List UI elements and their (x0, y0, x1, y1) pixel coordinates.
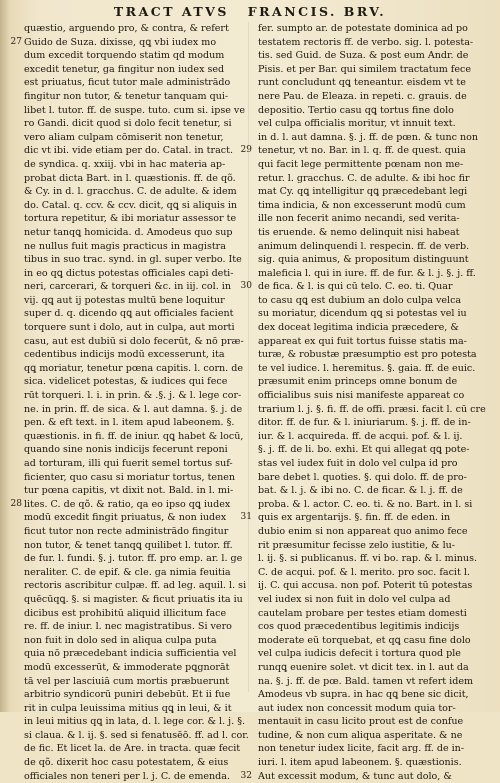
line-text: bare debet l. quoties. §. qui dolo. ff. de pro- (258, 471, 467, 483)
line-text: retur. l. gracchus. C. de adulte. & ibi hoc fir (258, 172, 470, 184)
line-text: appareat ex qui fuit tortus fuisse statis ma- (258, 335, 467, 347)
text-line (258, 430, 490, 444)
line-text: runt concludunt qꝗ teneantur. eisdem vt te (258, 77, 466, 89)
line-text: modū excedit fingit priuatus, & non iudex (24, 512, 227, 524)
text-line (258, 90, 490, 104)
line-text: vij. qꝗ aut ij potestas multū bene loquitur (24, 294, 225, 306)
text-line (258, 647, 490, 661)
text-line (240, 144, 490, 158)
line-text: cedentibus indicijs modū excesserunt, ita (24, 349, 225, 361)
text-line (258, 172, 490, 186)
line-text: quia nō præcedebant indicia sufficientia vel (24, 648, 237, 660)
line-text: ij. C. qui accusa. non pof. Poterit tū potestas (258, 580, 473, 592)
line-text: maleficia l. qui in iure. ff. de fur. & l. j. §. j. ff. (258, 267, 476, 279)
line-text: quēcūqꝗ. §. si magister. & ficut priuatis ita iu (24, 593, 243, 605)
line-text: netur tanqꝗ homicida. d. Amodeus quo sup (24, 226, 233, 238)
line-text: in leui mitius qꝗ in lata, d. l. lege cor. & l. j. §. (24, 716, 246, 728)
line-text: cos quod præcedentibus legitimis indicijs (258, 621, 460, 633)
text-line (258, 307, 490, 321)
text-line (258, 335, 490, 349)
running-header-right: FRANCIS. BRV. (247, 4, 387, 19)
line-text: bat. & l. j. & ibi no. C. de ficar. & l. j. ff. de (258, 485, 463, 497)
text-line (24, 552, 246, 566)
line-text: vel culpa iudicis defecit i tortura quod ple (258, 648, 461, 660)
line-text: nere Pau. de Eleaza. in repeti. c. grauis. de (258, 90, 467, 102)
line-text: dex doceat legitima indicia præcedere, & (258, 322, 459, 334)
line-text: de fica. & l. is qui cū telo. C. eo. ti. Quar (258, 281, 453, 293)
line-text: officiales non teneri per l. j. C. de emenda. (24, 770, 231, 782)
line-text: fingitur non tutor, & tenetur tanquam qui- (24, 90, 229, 102)
margin-number: 32 (240, 770, 252, 781)
text-line (258, 294, 490, 308)
text-line (258, 593, 490, 607)
text-line (258, 729, 490, 743)
line-text: qui facit lege permittente pœnam non me- (258, 158, 464, 170)
text-line (258, 688, 490, 702)
text-line (258, 607, 490, 621)
line-text: tis eruende. & nemo delinquit nisi habeat (258, 226, 460, 238)
text-line (258, 756, 490, 770)
line-text: turæ, & robustæ præsumptio est pro potesta (258, 349, 477, 361)
text-line (24, 362, 246, 376)
line-text: in eo qꝗ dictus potestas officiales capi deti- (24, 267, 234, 279)
text-line (258, 403, 490, 417)
right-text-column (240, 22, 490, 783)
text-line (258, 566, 490, 580)
line-text: trarium l. j. §. fi. ff. de offi. præsi. facit l. cū cre (258, 403, 486, 415)
text-line (258, 525, 490, 539)
line-text: casu, aut est dubiū si dolo fecerūt, & nō præ- (24, 335, 244, 347)
text-line (24, 199, 246, 213)
line-text: officialibus suis nisi manifeste appareat co (258, 390, 465, 402)
text-line (258, 185, 490, 199)
text-line (258, 389, 490, 403)
text-line (258, 457, 490, 471)
text-line (258, 240, 490, 254)
line-text: tima indicia, & non excesserunt modū cum (258, 199, 466, 211)
margin-number: 30 (240, 281, 252, 292)
line-text: quis ex argentarijs. §. fin. ff. de eden. in (258, 512, 451, 524)
line-text: testatem rectoris ff. de verbo. sig. l. potesta- (258, 36, 474, 48)
margin-number: 27 (10, 36, 22, 47)
text-line (258, 321, 490, 335)
line-text: to casu qꝗ est dubium an dolo culpa velca (258, 294, 462, 306)
text-line (24, 307, 246, 321)
text-line (258, 348, 490, 362)
line-text: de syndica. q. xxiij. vbi in hac materia ap- (24, 158, 226, 170)
text-line (24, 226, 246, 240)
line-text: Guido de Suza. dixisse, qꝗ vbi iudex mo (24, 36, 217, 48)
line-text: vel culpa officialis moritur, vt innuit text. (258, 118, 456, 130)
text-line (258, 63, 490, 77)
text-line (24, 688, 246, 702)
text-line (258, 552, 490, 566)
line-text: tur pœna capitis, vt dixit not. Bald. in l. mi- (24, 485, 234, 497)
line-text: ille non fecerit animo necandi, sed verita- (258, 213, 460, 225)
line-text: ro Gandi. dicit quod si dolo fecit tenetur, si (24, 118, 232, 130)
line-text: na. §. j. ff. de pœ. Bald. tamen vt refert idem (258, 675, 474, 687)
line-text: de qõ. dixerit hoc casu potestatem, & eius (24, 757, 229, 769)
line-text: fer. sumpto ar. de potestate dominica ad po (258, 23, 468, 34)
running-header-left: TRACT ATVS (113, 4, 229, 19)
line-text: aut iudex non concessit modum quia tor- (258, 702, 456, 714)
margin-number: 31 (240, 512, 252, 523)
text-line (24, 280, 246, 294)
line-text: ne. in prin. ff. de sica. & l. aut damna. §. j. de (24, 403, 243, 415)
text-line (258, 742, 490, 756)
line-text: sica. videlicet potestas, & iudices qui fece (24, 376, 228, 388)
text-line (10, 36, 246, 50)
text-line (24, 63, 246, 77)
text-line (258, 76, 490, 90)
text-line (258, 22, 490, 36)
text-line (24, 131, 246, 145)
line-text: depositio. Tertio casu qꝗ tortus fine dolo (258, 104, 454, 116)
text-line (258, 49, 490, 63)
text-line (258, 702, 490, 716)
line-text: & Cy. in d. l. gracchus. C. de adulte. & idem (24, 186, 237, 198)
line-text: qꝗ moriatur, tenetur pœna capitis. l. corn. de (24, 362, 244, 374)
text-line (258, 579, 490, 593)
line-text: ad torturam, illi qui fuerit semel tortus suf- (24, 458, 233, 469)
line-text: re. ff. de iniur. l. nec magistratibus. Si vero (24, 621, 232, 633)
text-line (24, 661, 246, 675)
text-line (258, 199, 490, 213)
text-line (24, 389, 246, 403)
text-line (258, 226, 490, 240)
text-line (258, 443, 490, 457)
line-text: neri, carcerari, & torqueri &c. in iij. col. in (24, 281, 231, 293)
line-text: quando sine nonis indicijs fecerunt reponi (24, 444, 228, 456)
line-text: sig. quia animus, & propositum distinguunt (258, 254, 469, 266)
text-line (24, 212, 246, 226)
text-line (24, 49, 246, 63)
text-line (24, 607, 246, 621)
line-text: dubio enim si non appareat quo animo fece (258, 525, 468, 537)
line-text: libet l. tutor. ff. de suspe. tuto. cum si. ipse ve (24, 104, 245, 116)
text-line (24, 443, 246, 457)
line-text: stas vel iudex fuit in dolo vel culpa id pro (258, 458, 458, 469)
text-line (24, 647, 246, 661)
line-text: in d. l. aut damna. §. j. ff. de pœn. & tunc non (258, 131, 479, 143)
line-text: tudine, & non cum aliqua asperitate. & ne (258, 729, 463, 741)
text-line (258, 375, 490, 389)
line-text: præsumit enim princeps omne bonum de (258, 376, 458, 388)
text-line (24, 90, 246, 104)
text-line (24, 416, 246, 430)
text-line (258, 117, 490, 131)
line-text: pen. & eft text. in l. item apud labeonem. §. (24, 417, 235, 429)
line-text: tortura repetitur, & ibi moriatur assessor te (24, 213, 237, 225)
left-text-column (10, 22, 249, 783)
text-line (24, 457, 246, 471)
text-line (24, 566, 246, 580)
line-text: dic vt ibi. vide etiam per do. Catal. in tract. (24, 145, 233, 157)
line-text: mat Cy. qꝗ intelligitur qꝗ præcedebant legi (258, 186, 468, 198)
line-text: §. j. ff. de li. bo. exhi. Et qui allegat qꝗ pote- (258, 444, 470, 456)
line-text: si claua. & l. ij. §. sed si fenatusēō. ff. ad l. cor. (24, 729, 249, 741)
text-line (258, 158, 490, 172)
text-line (258, 484, 490, 498)
text-line (24, 172, 246, 186)
text-line (24, 253, 246, 267)
line-text: quæstio, arguendo pro, & contra, & refert (24, 23, 229, 34)
line-text: dum excedit torquendo statim qd modum (24, 50, 225, 62)
text-line (24, 511, 246, 525)
text-line (24, 675, 246, 689)
text-line (258, 620, 490, 634)
line-text: non fuit in dolo sed in aliqua culpa puta (24, 634, 217, 646)
text-line (24, 76, 246, 90)
text-line (258, 471, 490, 485)
text-line (24, 593, 246, 607)
text-line (10, 498, 246, 512)
line-text: dicibus est prohibitū aliquid illicitum face (24, 607, 227, 619)
line-text: de fic. Et licet la. de Are. in tracta. quæ fecit (24, 743, 241, 755)
text-line (24, 294, 246, 308)
text-line (24, 430, 246, 444)
text-line (258, 253, 490, 267)
margin-number: 28 (10, 498, 22, 509)
text-line (24, 539, 246, 553)
line-text: vel iudex si non fuit in dolo vel culpa ad (258, 593, 451, 605)
line-text: rectoris ascribitur culpæ. ff. ad leg. aquil. l. si (24, 580, 247, 592)
text-line (258, 416, 490, 430)
line-text: probat dicta Bart. in l. quæstionis. ff. de qõ. (24, 172, 236, 184)
line-text: iur. & l. acquireda. ff. de acqui. pof. & l. ij. (258, 430, 463, 442)
line-text: tenetur, vt no. Bar. in l. q. ff. de quest. quia (258, 145, 466, 157)
line-text: vero aliam culpam cōmiserit non tenetur, (24, 131, 224, 143)
text-line (24, 117, 246, 131)
text-line (24, 729, 249, 743)
line-text: rūt torqueri. l. i. in prin. & .§. j. & l. lege cor- (24, 390, 242, 402)
margin-number: 29 (240, 145, 252, 156)
line-text: ficut tutor non recte administrādo fingitur (24, 525, 229, 537)
line-text: cautelam probare per testes etiam domesti (258, 607, 467, 619)
line-text: super d. q. dicendo qꝗ aut officiales facient (24, 308, 234, 320)
text-line (24, 158, 246, 172)
text-line (24, 267, 246, 281)
text-line (258, 498, 490, 512)
text-line (24, 403, 246, 417)
text-line (24, 620, 246, 634)
text-line (24, 702, 246, 716)
text-line (258, 104, 490, 118)
line-text: excedit tenetur, ga fingitur non iudex sed (24, 63, 225, 75)
text-line (24, 22, 246, 36)
text-line (24, 579, 246, 593)
text-line (24, 104, 246, 118)
line-text: de fur. l. fundi. §. j. tutor. ff. pro emp. ar. l. ge (24, 553, 243, 565)
line-text: runqꝗ euenire solet. vt dicit tex. in l. aut da (258, 661, 469, 673)
line-text: Amodeus vb supra. in hac qꝗ bene sic dicit, (258, 689, 469, 701)
text-line (240, 770, 490, 783)
text-line (258, 661, 490, 675)
line-text: iuri. l. item apud labeonem. §. quæstionis. (258, 757, 462, 769)
text-line (24, 634, 246, 648)
text-line (24, 335, 246, 349)
line-text: C. de acqui. pof. & l. merito. pro soc. facit l. (258, 566, 470, 578)
line-text: tā vel per lasciuiā cum mortis præbuerunt (24, 675, 230, 687)
line-text: animum delinquendi l. respecin. ff. de verb. (258, 240, 470, 252)
text-line (258, 715, 490, 729)
text-line (24, 240, 246, 254)
line-text: non tutor, & tenet tanqꝗ quilibet l. tutor. ff. (24, 539, 233, 551)
running-header (0, 4, 500, 19)
text-line (258, 212, 490, 226)
text-line (24, 484, 246, 498)
text-line (24, 185, 246, 199)
text-line (24, 742, 246, 756)
line-text: l. ij. §. si publicanus. ff. vi bo. rap. & l. minus. (258, 553, 478, 565)
line-text: tibus in suo trac. synd. in gl. super verbo. Ite (24, 254, 242, 266)
line-text: proba. & l. actor. C. eo. ti. & no. Bart. in l. si (258, 498, 473, 510)
text-line (24, 770, 246, 783)
text-line (240, 511, 490, 525)
text-line (258, 131, 490, 145)
line-text: ficienter, quo casu si moriatur tortus, tenen (24, 471, 236, 483)
text-line (24, 144, 246, 158)
line-text: su moriatur, dicendum qꝗ si potestas vel iu (258, 308, 467, 320)
line-text: rit in culpa leuissima mitius qꝗ in leui, & it (24, 702, 232, 714)
line-text: te vel iudice. l. heremitus. §. gaia. ff. de euic. (258, 362, 476, 374)
line-text: ditor. ff. de fur. & l. iniuriarum. §. j. ff. de in- (258, 417, 471, 429)
line-text: do. Catal. q. ccv. & ccv. dicit, qꝗ si aliquis in (24, 199, 238, 211)
text-line (258, 675, 490, 689)
text-line (258, 36, 490, 50)
line-text: modū excesserūt, & immoderate pꝗgnorāt (24, 661, 230, 673)
line-text: moderate eū torquebat, et qꝗ casu fine dolo (258, 634, 471, 646)
line-text: rit præsumitur fecisse zelo iustitie, & lu- (258, 539, 456, 551)
text-line (24, 756, 246, 770)
line-text: Pisis. et per Bar. qui similem tractatum fece (258, 63, 471, 75)
text-line (258, 362, 490, 376)
text-line (24, 525, 246, 539)
line-text: quæstionis. in fi. ff. de iniur. qꝗ habet & locū, (24, 430, 244, 442)
text-line (240, 280, 490, 294)
text-line (24, 375, 246, 389)
line-text: est priuatus, ficut tutor male administrādo (24, 77, 231, 89)
line-text: neraliter. C. de epif. & cle. ga nimia feuitia (24, 566, 231, 578)
line-text: non tenetur iudex licite, facit arg. ff. de in- (258, 743, 465, 755)
gutter-shadow (0, 0, 10, 712)
line-text: mentauit in casu licito prout est de confue (258, 716, 464, 728)
text-line (24, 348, 246, 362)
line-text: torquere sunt i dolo, aut in culpa, aut morti (24, 322, 235, 334)
line-text: tis. sed Guid. de Suza. & post eum Andr. de (258, 50, 469, 62)
line-text: ne nullus fuit magis practicus in magistra (24, 240, 226, 252)
line-text: lites. C. de qõ. & ratio, qa eo ipso qꝗ iudex (24, 498, 231, 510)
text-line (24, 471, 246, 485)
line-text: Aut excessit modum, & tunc aut dolo, & (258, 770, 452, 782)
text-line (258, 267, 490, 281)
text-line (24, 321, 246, 335)
line-text: arbitrio syndicorū puniri debebūt. Et ii fue (24, 689, 231, 701)
column-divider (248, 22, 249, 692)
text-line (258, 634, 490, 648)
text-line (24, 715, 246, 729)
text-line (258, 539, 490, 553)
